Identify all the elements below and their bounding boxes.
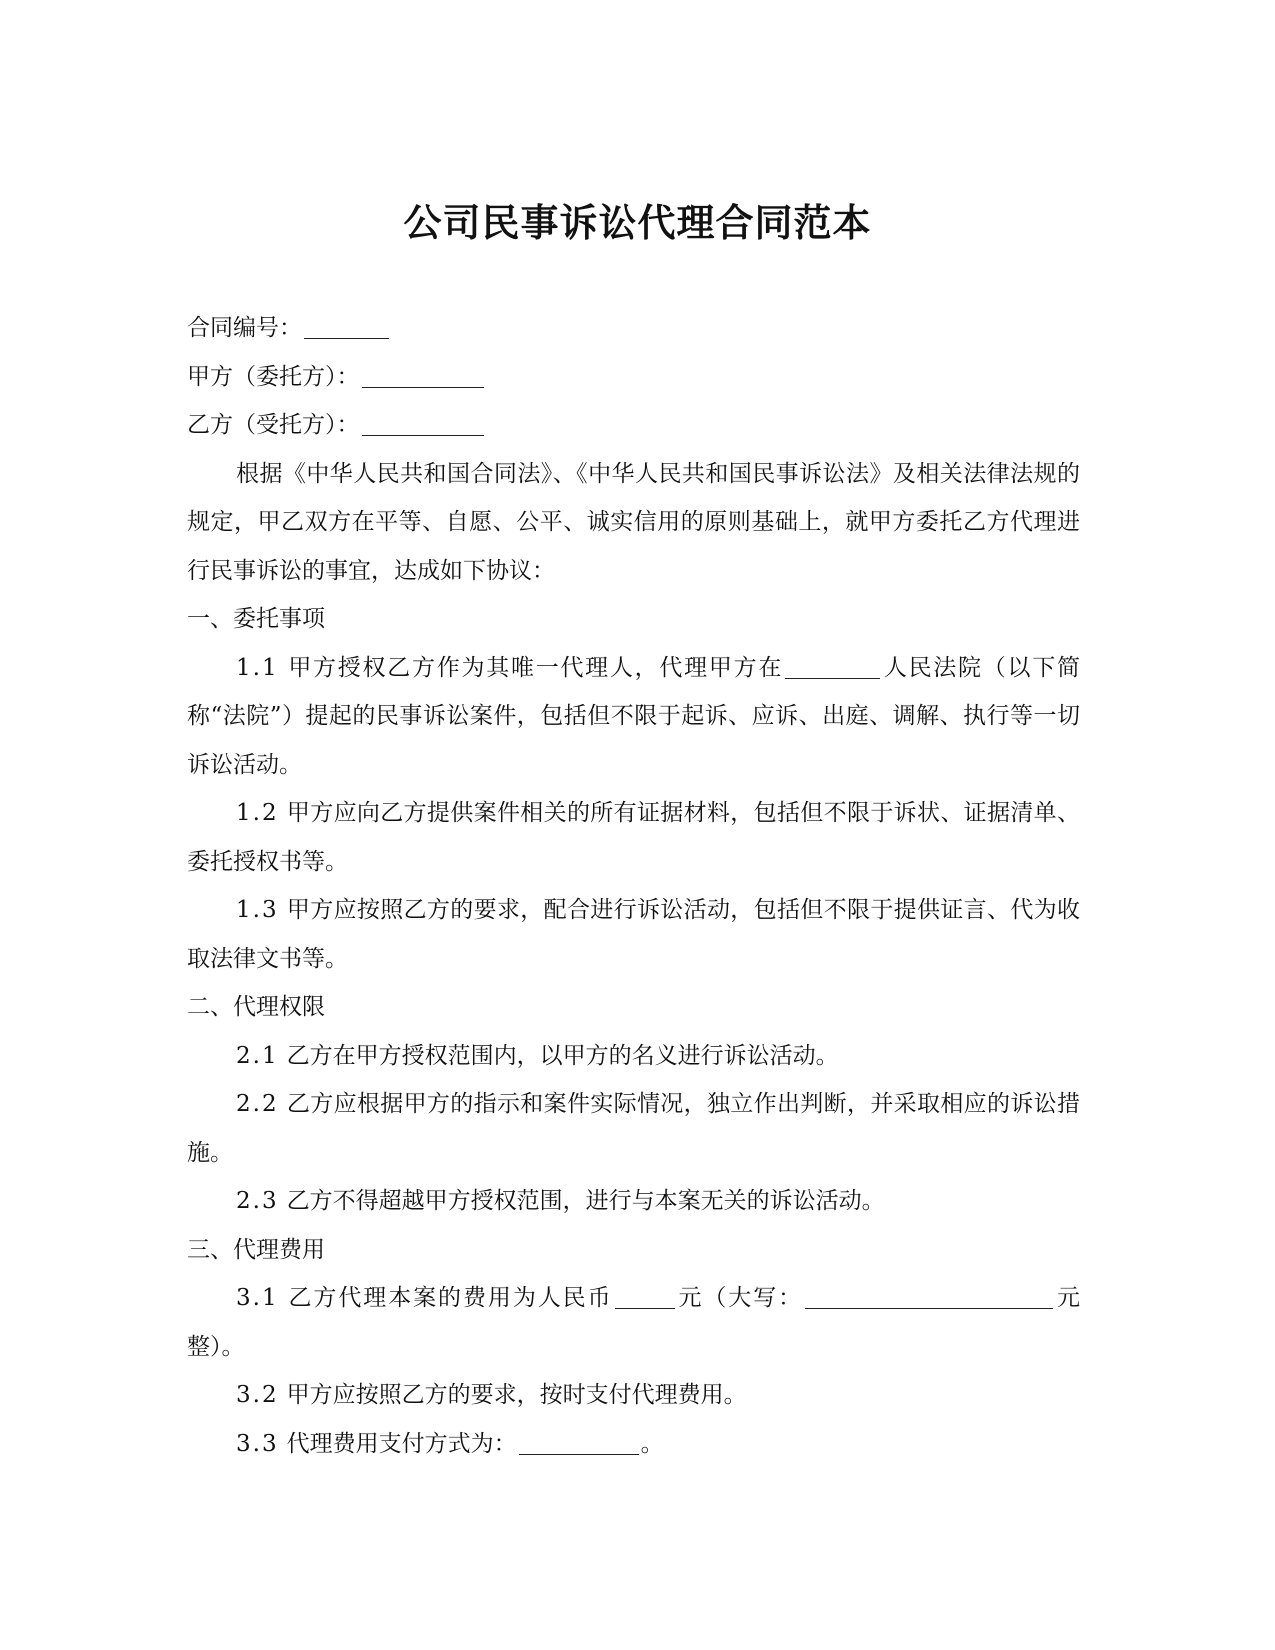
section-heading: 二、代理权限 [187, 994, 325, 1020]
clause-text: 甲方应向乙方提供案件相关的所有证据材料，包括但不限于诉状、证据清单、委托授权书等。 [187, 800, 1080, 875]
party-b-field [187, 401, 1080, 450]
clause-2-2 [187, 1080, 1080, 1177]
clause-number: 3.1 [236, 1285, 279, 1311]
clause-text: 乙方在甲方授权范围内，以甲方的名义进行诉讼活动。 [286, 1042, 839, 1069]
blank-line [304, 314, 389, 339]
blank-line [362, 411, 484, 436]
clause-number: 1.3 [236, 897, 279, 923]
clause-3-3 [187, 1420, 1080, 1469]
document-title: 公司民事诉讼代理合同范本 [403, 200, 872, 245]
field-label: 甲方（委托方）： [187, 363, 360, 390]
clause-1-1 [187, 644, 1080, 790]
blank-line [362, 363, 484, 388]
clause-text: 乙方不得超越甲方授权范围，进行与本案无关的诉讼活动。 [286, 1188, 885, 1214]
clause-text: 。 [640, 1430, 664, 1457]
field-label: 合同编号： [187, 315, 302, 341]
clause-number: 3.2 [236, 1382, 279, 1408]
clause-number: 3.3 [236, 1430, 279, 1457]
clause-1-3 [187, 886, 1080, 983]
clause-2-3 [187, 1177, 1080, 1226]
clause-text: 甲方应按照乙方的要求，按时支付代理费用。 [286, 1382, 747, 1408]
field-label: 乙方（受托方）： [187, 412, 360, 438]
clause-number: 1.1 [236, 654, 279, 681]
blank-line [615, 1284, 675, 1309]
clause-1-2 [187, 789, 1080, 886]
blank-line [519, 1430, 639, 1455]
clause-3-1 [187, 1274, 1080, 1371]
clause-text: 乙方应根据甲方的指示和案件实际情况，独立作出判断，并采取相应的诉讼措施。 [187, 1091, 1080, 1166]
clause-text: 元（大写： [676, 1285, 804, 1311]
clause-text: 元整）。 [187, 1285, 1081, 1360]
document-body [187, 304, 1080, 1468]
party-a-field [187, 353, 1080, 402]
clause-3-2 [187, 1371, 1080, 1420]
clause-text: 甲方授权乙方作为其唯一代理人，代理甲方在 [286, 654, 784, 681]
clause-number: 2.1 [236, 1042, 279, 1069]
clause-number: 2.3 [236, 1188, 279, 1214]
section-heading: 一、委托事项 [187, 606, 325, 632]
clause-text: 代理费用支付方式为： [286, 1430, 517, 1457]
contract-number-field [187, 304, 1080, 353]
clause-2-1 [187, 1032, 1080, 1081]
blank-line [785, 654, 880, 679]
preamble-paragraph: 根据《中华人民共和国合同法》、《中华人民共和国民事诉讼法》及相关法律法规的规定，甲乙双方在平等、自愿、公平、诚实信用的原则基础上，就甲方委托乙方代理进行民事诉讼的事宜，达成如下协议： [187, 460, 1080, 584]
clause-text: 乙方代理本案的费用为人民币 [286, 1285, 613, 1311]
clause-number: 1.2 [236, 800, 279, 826]
section-heading: 三、代理费用 [187, 1236, 325, 1263]
blank-line [805, 1284, 1053, 1309]
clause-text: 甲方应按照乙方的要求，配合进行诉讼活动，包括但不限于提供证言、代为收取法律文书等。 [187, 897, 1080, 972]
clause-text: 人民法院（以下简称“法院”）提起的民事诉讼案件，包括但不限于起诉、应诉、出庭、调解、执行等一切诉讼活动。 [187, 654, 1081, 778]
clause-number: 2.2 [236, 1091, 279, 1117]
